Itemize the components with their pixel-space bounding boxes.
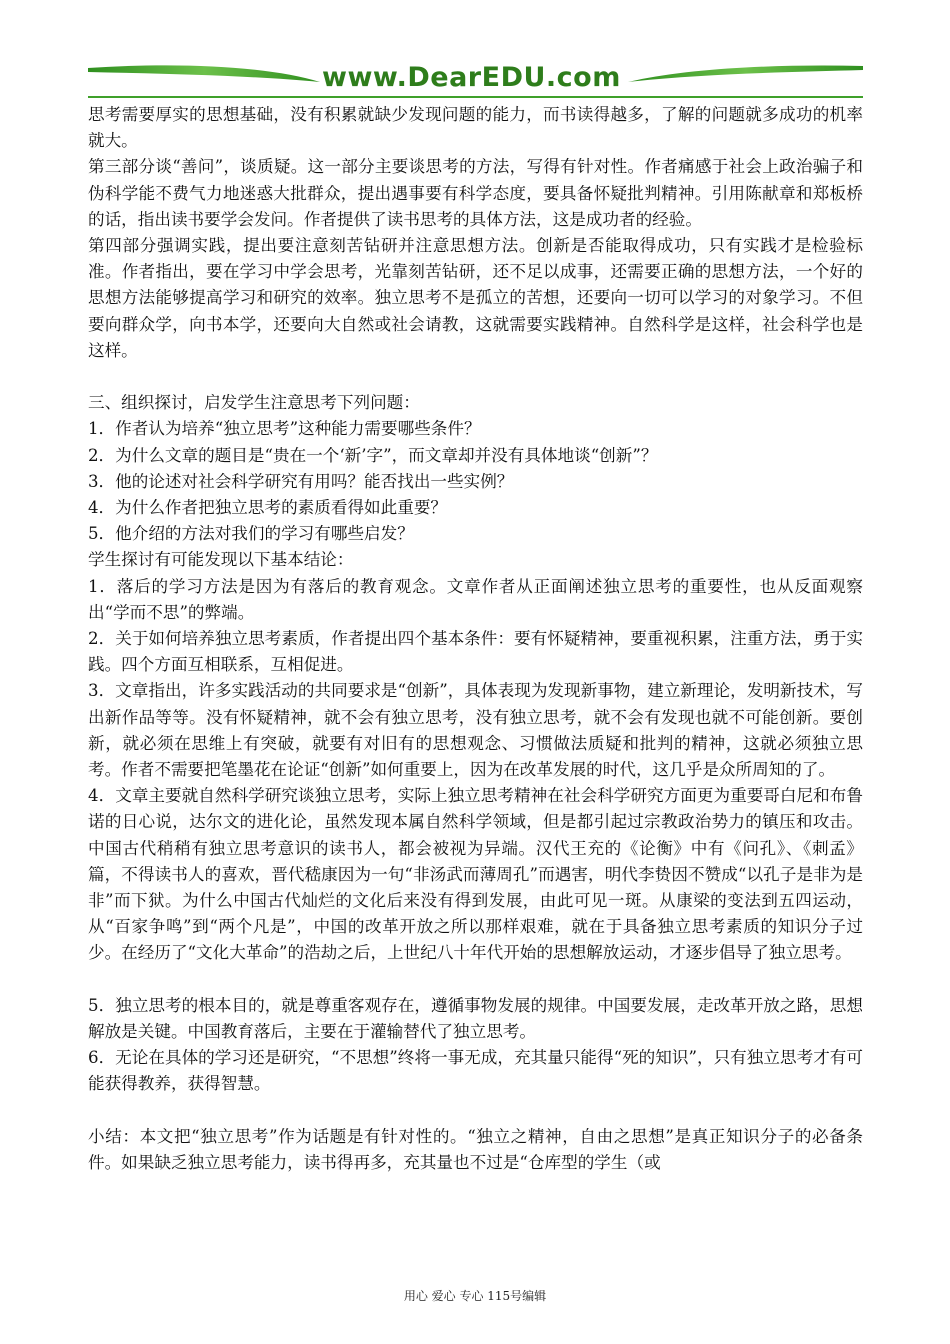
paragraph: 第三部分谈“善问”，谈质疑。这一部分主要谈思考的方法，写得有针对性。作者痛感于社会上政治骗子和伪科学能不费气力地迷惑大批群众，提出遇事要有科学态度，要具备怀疑批判精神。引用陈献章和郑板桥的话，指出读书要学会发问。作者提供了读书思考的具体方法，这是成功者的经验。 bbox=[88, 157, 863, 229]
question-item: 5．他介绍的方法对我们的学习有哪些启发？ bbox=[88, 524, 414, 544]
conclusion-item: 2．关于如何培养独立思考素质，作者提出四个基本条件：要有怀疑精神，要重视积累，注重方法，勇于实践。四个方面互相联系，互相促进。 bbox=[88, 629, 863, 675]
paragraph: 第四部分强调实践，提出要注意刻苦钻研并注意思想方法。创新是否能取得成功，只有实践才是检验标准。作者指出，要在学习中学会思考，光靠刻苦钻研，还不足以成事，还需要正确的思想方法，一个好的思想方法能够提高学习和研究的效率。独立思考不是孤立的苦想，还要向一切可以学习的对象学习。不但要向群众学，向书本学，还要向大自然或社会请教，这就需要实践精神。自然科学是这样，社会科学也是这样。 bbox=[88, 236, 863, 360]
document-body bbox=[88, 102, 863, 1176]
right-swoosh bbox=[628, 66, 863, 82]
paragraph: 思考需要厚实的思想基础，没有积累就缺少发现问题的能力，而书读得越多，了解的问题就多成功的机率就大。 bbox=[88, 105, 863, 151]
conclusion-item: 5．独立思考的根本目的，就是尊重客观存在，遵循事物发展的规律。中国要发展，走改革开放之路，思想解放是关键。中国教育落后，主要在于灌输替代了独立思考。 bbox=[88, 995, 863, 1042]
conclusion-item: 4．文章主要就自然科学研究谈独立思考，实际上独立思考精神在社会科学研究方面更为重要哥白尼和布鲁诺的日心说，达尔文的进化论，虽然发现本属自然科学领域，但是都引起过宗教政治势力的镇压和攻击。中国古代稍稍有独立思考意识的读书人，都会被视为异端。汉代王充的《论衡》中有《问孔》、《刺孟》篇，不得读书人的喜欢，晋代嵇康因为一句“非汤武而薄周孔”而遇害，明代李贽因不赞成“以孔子是非为是非”而下狱。为什么中国古代灿烂的文化后来没有得到发展，由此可见一斑。从康梁的变法到五四运动，从“百家争鸣”到“两个凡是”，中国的改革开放之所以那样艰难，就在于具备独立思考素质的知识分子过少。在经历了“文化大革命”的浩劫之后，上世纪八十年代开始的思想解放运动，才逐步倡导了独立思考。 bbox=[88, 786, 863, 963]
banner-underline bbox=[88, 96, 863, 98]
summary-paragraph: 小结：本文把“独立思考”作为话题是有针对性的。“独立之精神，自由之思想”是真正知识分子的必备条件。如果缺乏独立思考能力，读书得再多，充其量也不过是“仓库型的学生（或 bbox=[88, 1126, 863, 1173]
left-swoosh bbox=[88, 65, 320, 82]
paragraph: 学生探讨有可能发现以下基本结论： bbox=[88, 550, 354, 570]
page-footer: 用心 爱心 专心 115号编辑 bbox=[403, 1289, 547, 1303]
section-heading: 三、组织探讨，启发学生注意思考下列问题： bbox=[88, 393, 420, 413]
question-item: 2．为什么文章的题目是“贵在一个‘新’字”，而文章却并没有具体地谈“创新”？ bbox=[88, 445, 658, 465]
conclusion-item: 6．无论在具体的学习还是研究，“不思想”终将一事无成，充其量只能得“死的知识”，只有独立思考才有可能获得教养，获得智慧。 bbox=[88, 1048, 863, 1094]
question-item: 3．他的论述对社会科学研究有用吗？能否找出一些实例？ bbox=[88, 471, 514, 491]
conclusion-item: 3．文章指出，许多实践活动的共同要求是“创新”，具体表现为发现新事物，建立新理论，发明新技术，写出新作品等等。没有怀疑精神，就不会有独立思考，没有独立思考，就不会有发现也就不可能创新。要创新，就必须在思维上有突破，就要有对旧有的思想观念、习惯做法质疑和批判的精神，这就必须独立思考。作者不需要把笔墨花在论证“创新”如何重要上，因为在改革发展的时代，这几乎是众所周知的了。 bbox=[88, 681, 863, 780]
site-logo: www.DearEDU.com bbox=[322, 62, 621, 93]
question-item: 1．作者认为培养“独立思考”这种能力需要哪些条件？ bbox=[88, 419, 481, 439]
blank-line bbox=[88, 1098, 863, 1124]
conclusion-item: 1．落后的学习方法是因为有落后的教育观念。文章作者从正面阐述独立思考的重要性，也从反面观察出“学而不思”的弊端。 bbox=[88, 576, 863, 622]
blank-line bbox=[88, 364, 863, 390]
blank-line bbox=[88, 967, 863, 993]
question-item: 4．为什么作者把独立思考的素质看得如此重要？ bbox=[88, 498, 448, 518]
